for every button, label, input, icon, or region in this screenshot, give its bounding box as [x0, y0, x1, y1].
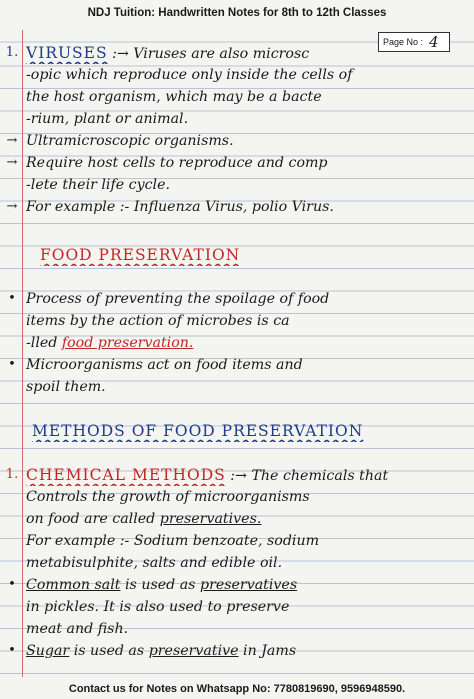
- viruses-number: 1.: [5, 45, 19, 60]
- arrow-mark-3: →: [6, 199, 18, 214]
- methods-heading-line: [32, 420, 466, 442]
- arrow-mark-2: →: [6, 155, 18, 170]
- fp-bullet-1a: Process of preventing the spoilage of food: [26, 291, 330, 307]
- viruses-line-4: -rium, plant or animal.: [26, 111, 189, 127]
- fp-bullet-2a: Microorganisms act on food items and: [26, 357, 303, 373]
- viruses-line-3: the host organism, which may be a bacte: [26, 89, 322, 105]
- bullet-4: •: [8, 643, 16, 658]
- page-footer: Contact us for Notes on Whatsapp No: 7780819690, 9596948590.: [0, 679, 474, 699]
- chem-def-1: :→ The chemicals that: [230, 468, 389, 484]
- margin-line: [22, 30, 23, 677]
- sugar-end: in Jams: [238, 643, 297, 659]
- food-preservation-heading-line: [40, 244, 466, 266]
- sugar-text: is used as: [69, 643, 149, 659]
- salt-line-2: in pickles. It is also used to preserve: [26, 599, 290, 615]
- bullet-1: •: [8, 291, 16, 306]
- chem-line-2: Controls the growth of microorganisms: [26, 489, 310, 505]
- page-number-label: Page No :: [383, 37, 424, 47]
- salt-line-1: [26, 574, 466, 596]
- sugar-word: Sugar: [26, 643, 70, 659]
- sugar-preservative-term: preservative: [148, 643, 239, 659]
- chem-line-1: [26, 464, 466, 486]
- fp-bullet-2b: spoil them.: [26, 379, 106, 395]
- salt-line-1-text: is used as: [120, 577, 200, 593]
- viruses-point-2a: Require host cells to reproduce and comp: [26, 155, 328, 171]
- bullet-3: •: [8, 577, 16, 592]
- viruses-line-1: [26, 42, 466, 64]
- fp-bullet-1c: [26, 332, 466, 354]
- sugar-line: [26, 640, 466, 662]
- common-salt: Common salt: [26, 577, 121, 593]
- viruses-heading: VIRUSES: [26, 44, 108, 62]
- chem-example-1: For example :- Sodium benzoate, sodium: [26, 533, 320, 549]
- viruses-point-3: [26, 196, 466, 218]
- chemical-methods-heading: CHEMICAL METHODS: [26, 466, 226, 484]
- bullet-2: •: [8, 357, 16, 372]
- example-text: Influenza Virus, polio Virus.: [133, 199, 334, 215]
- page-header: NDJ Tuition: Handwritten Notes for 8th to 12th Classes: [0, 4, 474, 22]
- methods-heading: METHODS OF FOOD PRESERVATION: [32, 422, 364, 440]
- viruses-point-2b: -lete their life cycle.: [26, 177, 170, 193]
- salt-line-3: meat and fish.: [26, 621, 129, 637]
- viruses-point-1: Ultramicroscopic organisms.: [26, 133, 234, 149]
- chem-def-3: on food are called: [26, 511, 160, 527]
- fp-bullet-1b: items by the action of microbes is ca: [26, 313, 290, 329]
- arrow-mark-1: →: [6, 133, 18, 148]
- viruses-def-1: :→ Viruses are also microsc: [112, 46, 310, 62]
- viruses-line-2: -opic which reproduce only inside the cells of: [26, 67, 353, 83]
- chem-line-3: [26, 508, 466, 530]
- chem-example-2: metabisulphite, salts and edible oil.: [26, 555, 283, 571]
- fp-term: food preservation.: [61, 335, 194, 351]
- fp-bullet-1c-text: -lled: [26, 335, 62, 351]
- page-number-value: 4: [429, 33, 439, 51]
- salt-preservatives-term: preservatives: [199, 577, 298, 593]
- food-preservation-heading: FOOD PRESERVATION: [40, 246, 241, 264]
- chemical-number: 1.: [5, 467, 19, 482]
- preservatives-term: preservatives.: [159, 511, 262, 527]
- example-label: For example :-: [26, 199, 134, 215]
